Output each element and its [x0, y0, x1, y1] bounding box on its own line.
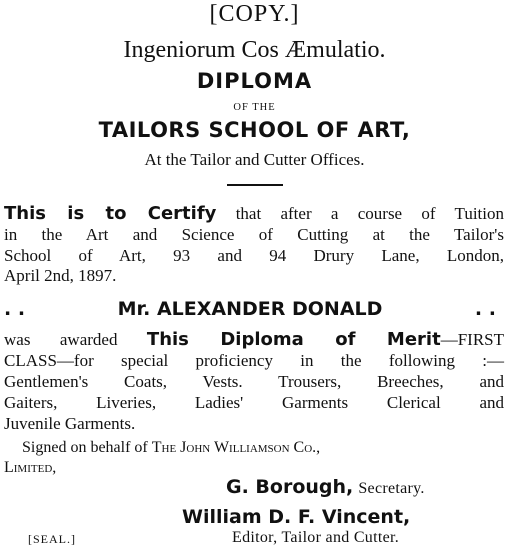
award-line-1-pre: was awarded — [4, 330, 118, 349]
recipient-right-dots: . . — [474, 298, 496, 320]
certify-line-3: School of Art, 93 and 94 Drury Lane, London, — [4, 246, 504, 265]
certify-lead: This is to Certify — [4, 203, 217, 224]
section-divider — [227, 184, 283, 186]
copy-marker: [COPY.] — [209, 1, 300, 27]
offices-subtitle: At the Tailor and Cutter Offices. — [144, 150, 365, 169]
diploma-heading: DIPLOMA — [196, 69, 313, 93]
certify-line-2: in the Art and Science of Cutting at the Tailor's — [4, 225, 504, 244]
school-name: TAILORS SCHOOL OF ART, — [98, 118, 411, 142]
vincent-role: Editor, Tailor and Cutter. — [232, 529, 400, 546]
borough-role: Secretary. — [358, 480, 425, 497]
award-line-2: CLASS—for special proficiency in the following :— — [4, 351, 504, 370]
recipient-line — [4, 298, 496, 320]
signature-borough — [226, 478, 425, 497]
award-line-5: Juvenile Garments. — [4, 414, 136, 433]
of-the-label: OF THE — [233, 102, 276, 113]
award-line-1-post: —FIRST — [440, 330, 504, 349]
vincent-name: William D. F. Vincent, — [182, 506, 411, 528]
award-line-4: Gaiters, Liveries, Ladies' Garments Clerical and — [4, 393, 504, 412]
award-line-3: Gentlemen's Coats, Vests. Trousers, Breeches, and — [4, 372, 504, 391]
award-line-1 — [4, 330, 504, 350]
certify-line-1-rest: that after a course of Tuition — [235, 204, 504, 223]
recipient-left-dots: . . — [4, 298, 26, 320]
certify-line-4: April 2nd, 1897. — [4, 266, 117, 285]
certify-line-1 — [4, 204, 504, 224]
company-name: The John Williamson Co., — [151, 439, 321, 456]
signed-behalf-line — [22, 440, 320, 456]
award-title: This Diploma of Merit — [146, 329, 441, 350]
latin-motto: Ingeniorum Cos Æmulatio. — [123, 37, 386, 63]
seal-marker: [SEAL.] — [28, 532, 76, 546]
signed-behalf-pre: Signed on behalf of — [22, 439, 148, 456]
recipient-name: Mr. ALEXANDER DONALD — [117, 298, 383, 320]
borough-name: G. Borough, — [226, 476, 354, 498]
company-limited: Limited, — [4, 459, 57, 476]
